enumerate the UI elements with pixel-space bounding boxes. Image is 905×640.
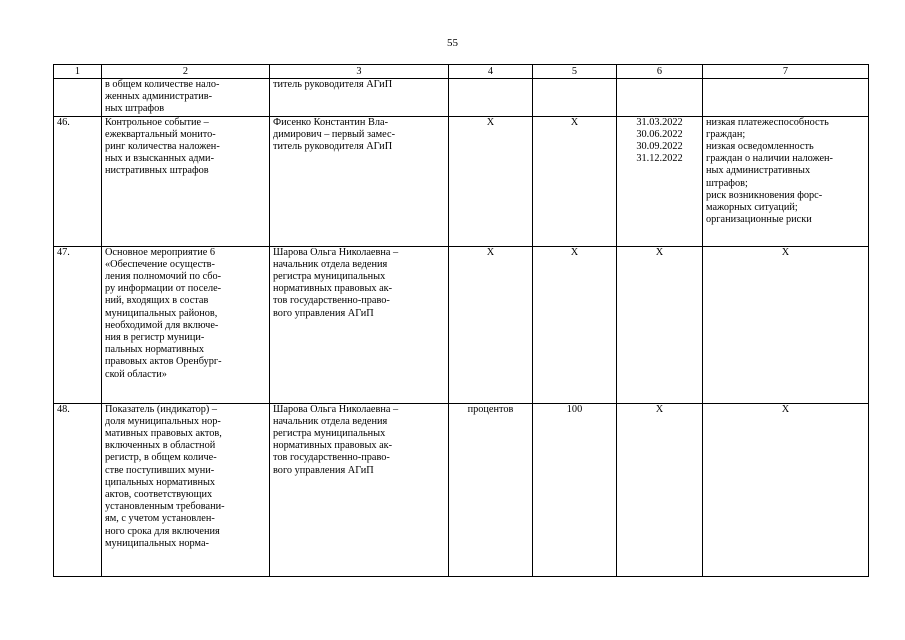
dates-cell	[617, 79, 703, 117]
item-name: Основное мероприятие 6 «Обеспечение осуществ- ления полномочий по сбо- ру информации от поселе- ний, входящих в состав муниципальных районов, необходимой для включе- ния в регистр муници- пальных нормативных правовых актов Оренбург- ской области»	[102, 246, 270, 403]
dates-cell: Х	[617, 403, 703, 576]
table-row	[54, 246, 869, 403]
table-row	[54, 79, 869, 117]
dates-cell: 31.03.2022 30.06.2022 30.09.2022 31.12.2022	[617, 116, 703, 246]
column-number: 5	[533, 65, 617, 79]
unit-cell: процентов	[449, 403, 533, 576]
value-cell: Х	[533, 246, 617, 403]
risks-cell: Х	[703, 246, 869, 403]
risks-cell: низкая платежеспособность граждан; низкая осведомленность граждан о наличии наложен- ных административных штрафов; риск возникновения форс- мажорных ситуаций; организационные риски	[703, 116, 869, 246]
dates-cell: Х	[617, 246, 703, 403]
column-number: 1	[54, 65, 102, 79]
row-number	[54, 79, 102, 117]
responsible-person: Шарова Ольга Николаевна – начальник отдела ведения регистра муниципальных нормативных правовых ак- тов государственно-право- вого управления АГиП	[270, 246, 449, 403]
row-number: 48.	[54, 403, 102, 576]
column-number: 7	[703, 65, 869, 79]
row-number: 47.	[54, 246, 102, 403]
column-number: 2	[102, 65, 270, 79]
unit-cell: Х	[449, 246, 533, 403]
column-number: 4	[449, 65, 533, 79]
value-cell: Х	[533, 116, 617, 246]
row-number: 46.	[54, 116, 102, 246]
risks-cell	[703, 79, 869, 117]
program-table	[53, 64, 869, 577]
value-cell: 100	[533, 403, 617, 576]
responsible-person: Шарова Ольга Николаевна – начальник отдела ведения регистра муниципальных нормативных правовых ак- тов государственно-право- вого управления АГиП	[270, 403, 449, 576]
unit-cell: Х	[449, 116, 533, 246]
item-name: Показатель (индикатор) – доля муниципальных нор- мативных правовых актов, включенных в областной регистр, в общем количе- стве поступивших муни- ципальных нормативных актов, соответствующих установленным требовани- ям, с учетом установлен- ного срока для включения муниципальных норма-	[102, 403, 270, 576]
item-name: в общем количестве нало- женных административ- ных штрафов	[102, 79, 270, 117]
value-cell	[533, 79, 617, 117]
responsible-person: титель руководителя АГиП	[270, 79, 449, 117]
table-row	[54, 116, 869, 246]
column-number: 3	[270, 65, 449, 79]
column-number: 6	[617, 65, 703, 79]
unit-cell	[449, 79, 533, 117]
item-name: Контрольное событие – ежеквартальный монито- ринг количества наложен- ных и взысканных адми- нистративных штрафов	[102, 116, 270, 246]
page-number: 55	[447, 37, 458, 49]
risks-cell: Х	[703, 403, 869, 576]
column-number-row	[54, 65, 869, 79]
responsible-person: Фисенко Константин Вла- димирович – первый замес- титель руководителя АГиП	[270, 116, 449, 246]
table-row	[54, 403, 869, 576]
